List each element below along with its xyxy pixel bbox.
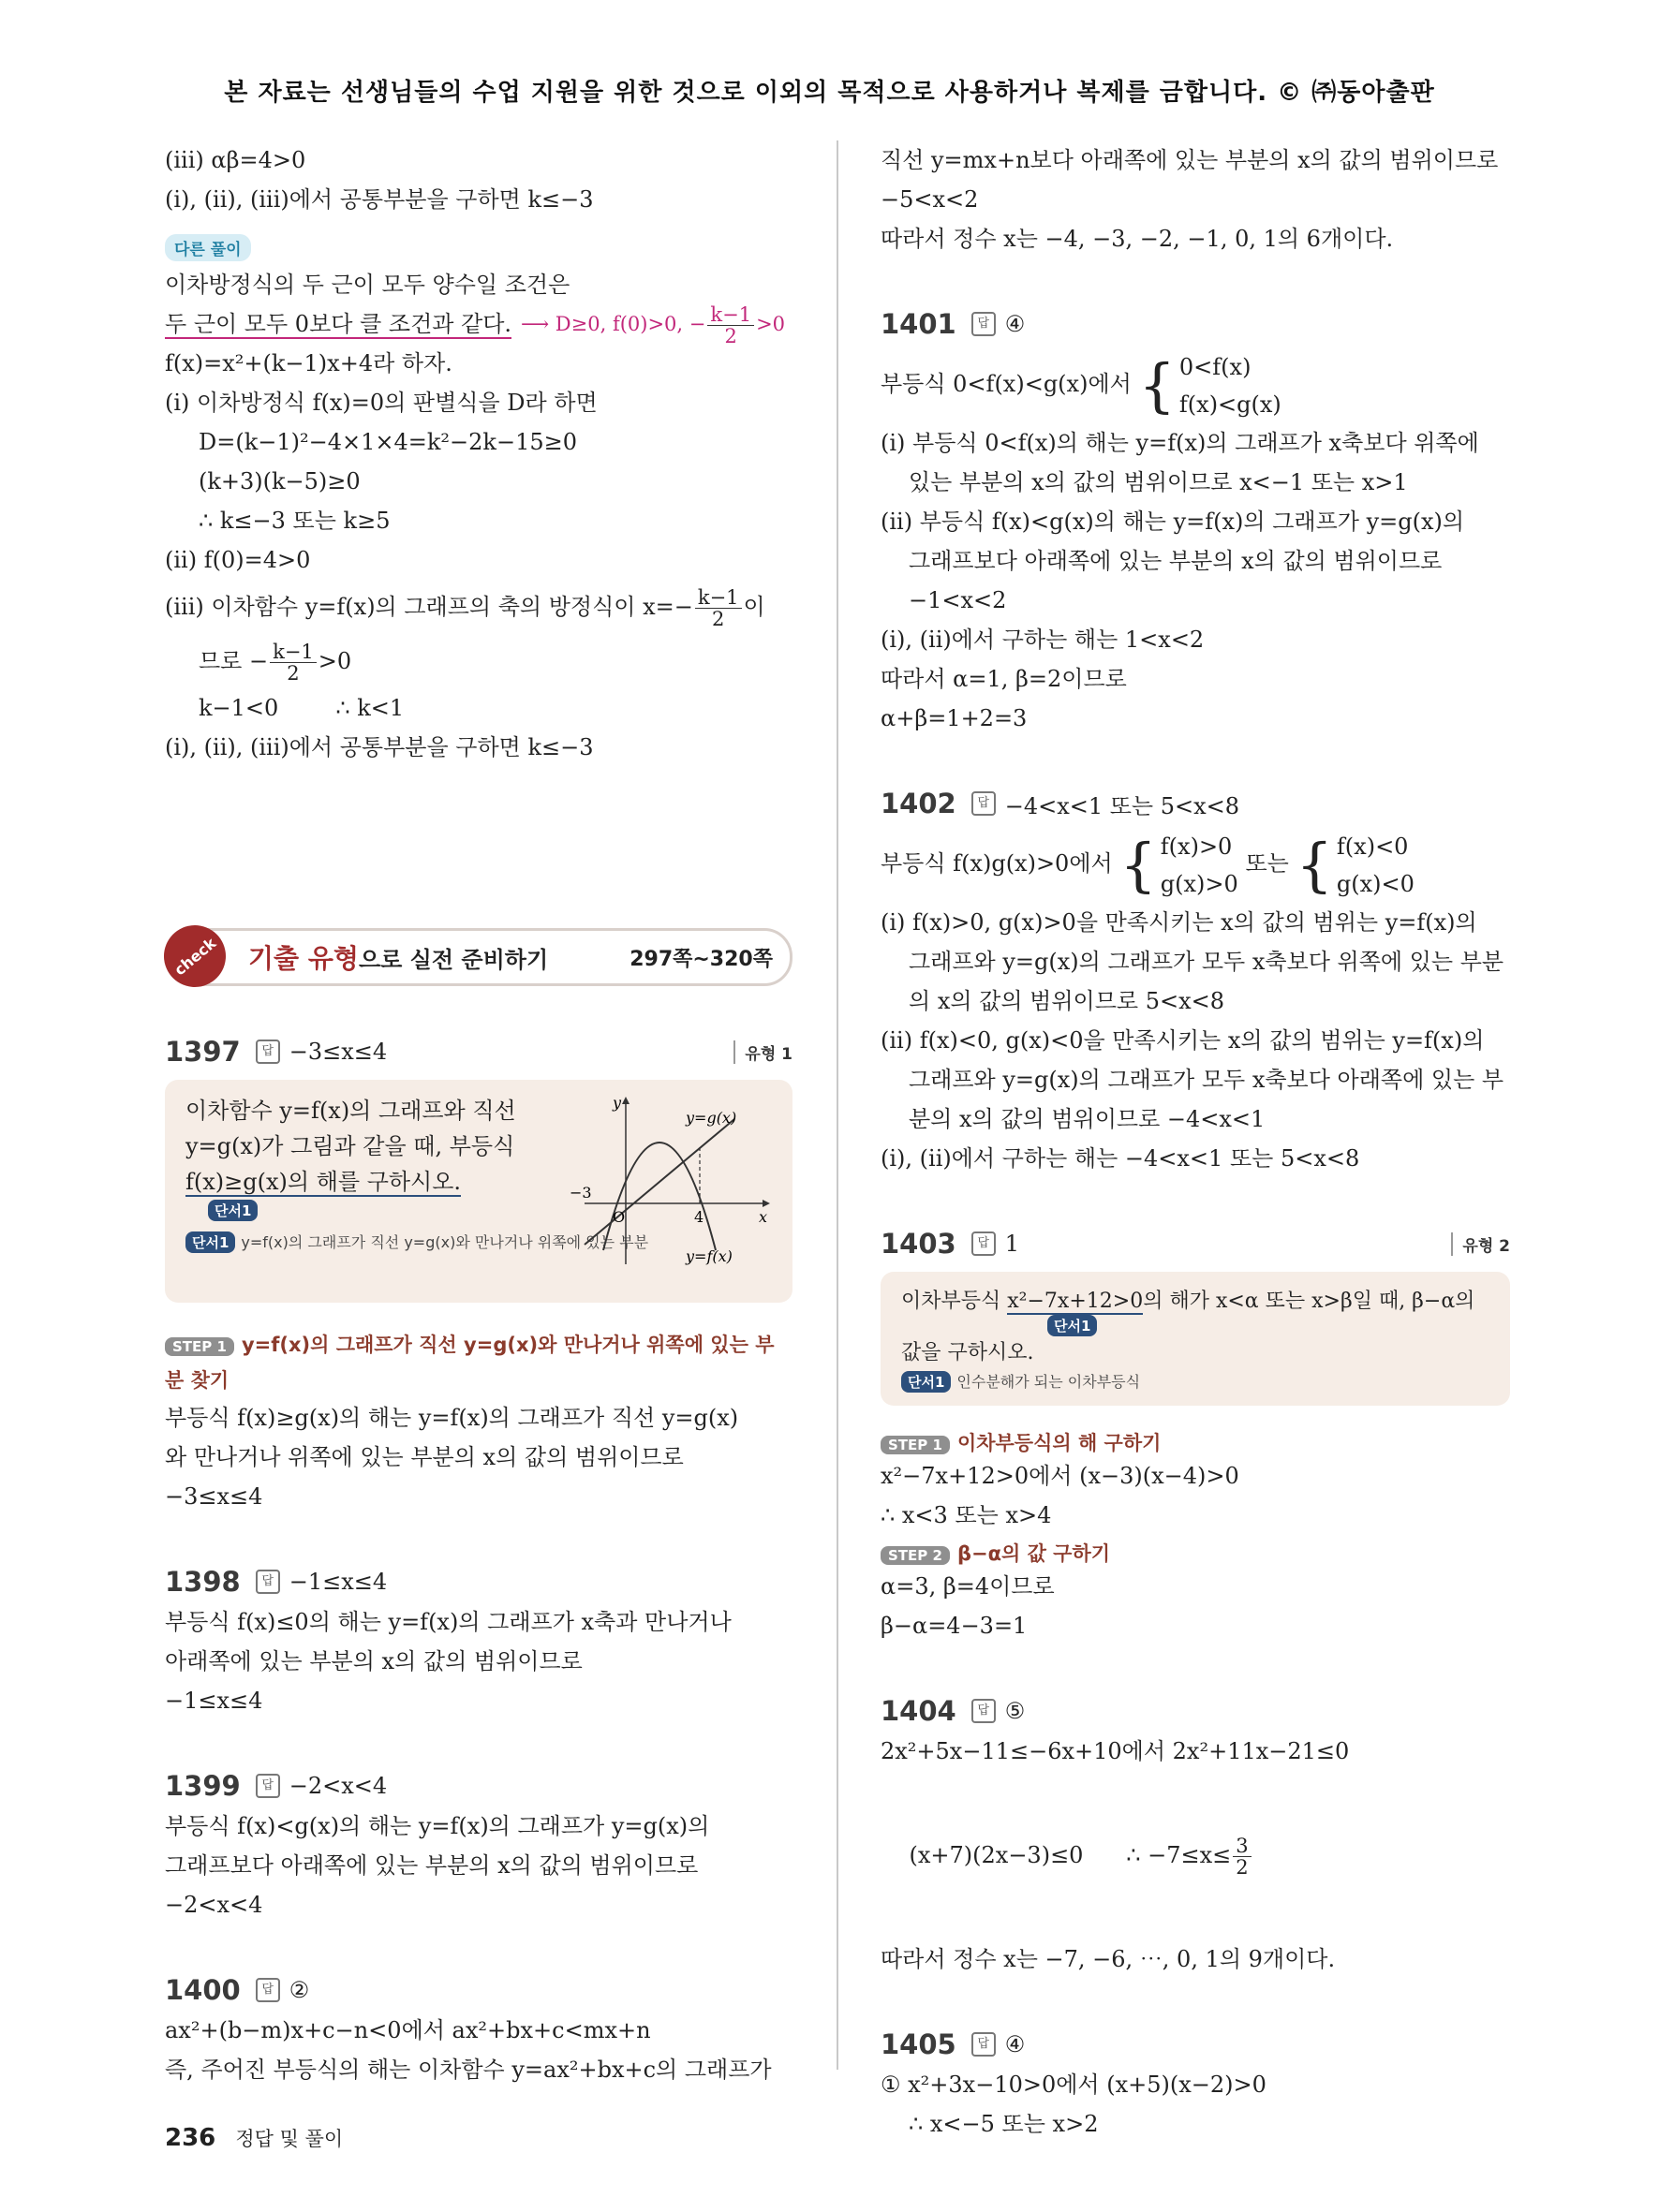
text-line: y=g(x)가 그림과 같을 때, 부등식 (185, 1133, 515, 1159)
text-line: 의 x의 값의 범위이므로 5<x<8 (909, 988, 1224, 1014)
problem-header (165, 1765, 792, 1806)
y-axis-arrow-icon (622, 1097, 630, 1104)
right-column (881, 140, 1510, 2144)
footer-title: 정답 및 풀이 (235, 2128, 344, 2150)
page-number: 236 (165, 2124, 216, 2152)
text-line: 있는 부분의 x의 값의 범위이므로 x<−1 또는 x>1 (909, 469, 1408, 495)
type-label: 유형 1 (733, 1040, 792, 1064)
text-line: ∴ x<−5 또는 x>2 (909, 2111, 1099, 2137)
step-badge: STEP 1 (165, 1337, 234, 1356)
step-badge: STEP 2 (881, 1546, 950, 1565)
text-line: 그래프와 y=g(x)의 그래프가 모두 x축보다 위쪽에 있는 부분 (909, 949, 1504, 975)
text-line: 즉, 주어진 부등식의 해는 이차함수 y=ax²+bx+c의 그래프가 (165, 2057, 772, 2083)
answer-mark-icon: 답 (256, 1774, 280, 1798)
hint-text: 인수분해가 되는 이차부등식 (956, 1373, 1141, 1391)
text-line: (ii) f(0)=4>0 (165, 547, 311, 573)
answer-mark-icon: 답 (971, 791, 996, 816)
text-line: (i), (ii), (iii)에서 공통부분을 구하면 k≤−3 (165, 734, 594, 760)
fraction: $\frac{k-1}{2}$ (270, 641, 317, 684)
text-line: −5<x<2 (881, 186, 979, 213)
text-line: 값을 구하시오. (901, 1341, 1034, 1364)
hint-text: y=f(x)의 그래프가 직선 y=g(x)와 만나거나 위쪽에 있는 부분 (241, 1233, 649, 1251)
text-line: x²−7x+12>0에서 (x−3)(x−4)>0 (881, 1463, 1239, 1489)
section-banner (165, 928, 792, 986)
text-line: 부등식 f(x)<g(x)의 해는 y=f(x)의 그래프가 y=g(x)의 (165, 1813, 710, 1839)
problem-number: 1397 (165, 1036, 241, 1068)
text-line: ∴ x<3 또는 x>4 (881, 1502, 1052, 1528)
text-line: ax²+(b−m)x+c−n<0에서 ax²+bx+c<mx+n (165, 2017, 651, 2043)
text-line: (i) f(x)>0, g(x)>0을 만족시키는 x의 값의 범위는 y=f(x)의 (881, 909, 1477, 936)
step-title: y=f(x)의 그래프가 직선 y=g(x)와 만나거나 위쪽에 있는 부분 찾기 (165, 1334, 775, 1392)
x-axis-label: x (759, 1208, 768, 1226)
text-line: D=(k−1)²−4×1×4=k²−2k−15≥0 (199, 429, 577, 455)
type-label: 유형 2 (1451, 1232, 1510, 1256)
text-line: (ii) 부등식 f(x)<g(x)의 해는 y=f(x)의 그래프가 y=g(x)의 (881, 509, 1465, 535)
text-line: (i) 이차방정식 f(x)=0의 판별식을 D라 하면 (165, 390, 598, 416)
problem-header (881, 303, 1510, 345)
hint-badge: 단서1 (1047, 1315, 1097, 1336)
text-line: −3≤x≤4 (165, 1483, 263, 1510)
problem-number: 1402 (881, 788, 956, 819)
tick-label: 4 (694, 1208, 704, 1226)
problem-box (165, 1080, 792, 1303)
brace-system: { f(x)<0 g(x)<0 (1296, 830, 1415, 899)
answer: ④ (1004, 2031, 1026, 2057)
problem-header (881, 2024, 1510, 2065)
text-line: ① x²+3x−10>0에서 (x+5)(x−2)>0 (881, 2072, 1266, 2098)
hint-badge: 단서1 (208, 1200, 258, 1221)
left-column (165, 140, 792, 2089)
problem-header (165, 1561, 792, 1602)
series-label: y=f(x) (686, 1247, 733, 1265)
text-line: ∴ k≤−3 또는 k≥5 (199, 508, 391, 534)
x-axis-arrow-icon (763, 1200, 770, 1207)
alt-solution-tag: 다른 풀이 (165, 234, 251, 261)
text-line: 따라서 정수 x는 −4, −3, −2, −1, 0, 1의 6개이다. (881, 226, 1394, 252)
text-line: 부등식 0<f(x)<g(x)에서 { 0<f(x) f(x)<g(x) (881, 345, 1510, 423)
line-g (585, 1119, 734, 1245)
problem-number: 1398 (165, 1566, 241, 1598)
parabola-f (603, 1143, 716, 1250)
text-line: f(x)≥g(x)의 해를 구하시오. (185, 1169, 462, 1195)
text-line: k−1<0 ∴ k<1 (199, 695, 405, 721)
text-line: 분의 x의 값의 범위이므로 −4<x<1 (909, 1106, 1266, 1132)
text-line: 아래쪽에 있는 부분의 x의 값의 범위이므로 (165, 1648, 583, 1674)
problem-header (881, 1223, 1510, 1264)
answer: −3≤x≤4 (289, 1039, 388, 1065)
text-line: f(x)=x²+(k−1)x+4라 하자. (165, 350, 452, 376)
answer-mark-icon: 답 (256, 1570, 280, 1594)
tick-label: −3 (570, 1184, 592, 1202)
text-line: 므로 − $\frac{k-1}{2}$ >0 (199, 640, 352, 685)
problem-number: 1400 (165, 1974, 241, 2006)
y-axis-label: y (613, 1094, 622, 1112)
text-line: (iii) 이차함수 y=f(x)의 그래프의 축의 방정식이 x=− $\frac{k-1}{2}$ 이 (165, 585, 765, 630)
text-line: −1<x<2 (909, 587, 1007, 613)
origin-label: O (613, 1208, 626, 1226)
text-line: 이차함수 y=f(x)의 그래프와 직선 (185, 1098, 516, 1124)
underlined-condition: 두 근이 모두 0보다 클 조건과 같다. (165, 311, 512, 337)
text-line: (i), (ii)에서 구하는 해는 −4<x<1 또는 5<x<8 (881, 1145, 1360, 1172)
text-line: 부등식 f(x)g(x)>0에서 { f(x)>0 g(x)>0 또는 { f(x)<0 g(x)<0 (881, 824, 1510, 903)
text-line: 그래프보다 아래쪽에 있는 부분의 x의 값의 범위이므로 (909, 548, 1443, 574)
fraction: $\frac{k-1}{2}$ (707, 304, 754, 347)
answer: −1≤x≤4 (289, 1569, 388, 1595)
series-label: y=g(x) (686, 1109, 737, 1127)
hint-badge: 단서1 (185, 1231, 235, 1253)
section-title: 기출 유형으로 실전 준비하기 (248, 943, 549, 974)
step-badge: STEP 1 (881, 1436, 950, 1454)
text-line: 따라서 α=1, β=2이므로 (881, 666, 1127, 692)
problem-number: 1403 (881, 1228, 956, 1260)
text-line: 부등식 f(x)≥g(x)의 해는 y=f(x)의 그래프가 직선 y=g(x) (165, 1405, 739, 1431)
answer-mark-icon: 답 (971, 312, 996, 336)
problem-number: 1405 (881, 2028, 956, 2060)
problem-number: 1401 (881, 308, 956, 340)
answer-mark-icon: 답 (256, 1978, 280, 2002)
answer: ④ (1004, 311, 1026, 337)
text-line: −1≤x≤4 (165, 1688, 263, 1714)
problem-header (881, 1690, 1510, 1732)
answer: ② (289, 1977, 310, 2003)
problem-number: 1404 (881, 1695, 956, 1727)
check-badge: check (152, 913, 239, 1000)
text-line: 직선 y=mx+n보다 아래쪽에 있는 부분의 x의 값의 범위이므로 (881, 147, 1499, 173)
answer: ⑤ (1004, 1698, 1026, 1724)
fraction: $\frac{k-1}{2}$ (695, 587, 742, 629)
answer-mark-icon: 답 (971, 1231, 996, 1256)
brace-system: { f(x)>0 g(x)>0 (1119, 830, 1238, 899)
text-line: α+β=1+2=3 (881, 705, 1028, 731)
brace-system: { 0<f(x) f(x)<g(x) (1138, 350, 1281, 420)
answer-mark-icon: 답 (971, 2032, 996, 2057)
column-divider (837, 140, 838, 2070)
answer-mark-icon: 답 (971, 1699, 996, 1723)
page-footer (165, 2124, 343, 2152)
hint-badge: 단서1 (901, 1371, 951, 1393)
text-line: (i), (ii), (iii)에서 공통부분을 구하면 k≤−3 (165, 186, 594, 213)
text-line: −2<x<4 (165, 1892, 263, 1918)
problem-header (165, 1969, 792, 2011)
text-line: (iii) αβ=4>0 (165, 147, 306, 173)
condition-note: ⟶ D≥0, f(0)>0, − $\frac{k-1}{2}$ >0 (521, 303, 786, 348)
text-line (165, 303, 792, 348)
problem-box (881, 1272, 1510, 1406)
text-line: (i), (ii)에서 구하는 해는 1<x<2 (881, 627, 1205, 653)
answer: −2<x<4 (289, 1773, 388, 1799)
text-line: 이차부등식 x²−7x+12>0의 해가 x<α 또는 x>β일 때, β−α의 (901, 1290, 1475, 1313)
copyright-banner: 본 자료는 선생님들의 수업 지원을 위한 것으로 이외의 목적으로 사용하거나 복제를 금합니다. © ㈜동아출판 (224, 79, 1435, 107)
text-line: α=3, β=4이므로 (881, 1573, 1055, 1600)
text-line: 그래프와 y=g(x)의 그래프가 모두 x축보다 아래쪽에 있는 부 (909, 1067, 1504, 1093)
text-line: 2x²+5x−11≤−6x+10에서 2x²+11x−21≤0 (881, 1738, 1350, 1764)
step-title: 이차부등식의 해 구하기 (956, 1432, 1162, 1454)
text-line: (k+3)(k−5)≥0 (199, 468, 361, 494)
text-line: (x+7)(2x−3)≤0 ∴ −7≤x≤ $\frac{3}{2}$ (881, 1771, 1510, 1939)
text-line: 와 만나거나 위쪽에 있는 부분의 x의 값의 범위이므로 (165, 1444, 684, 1470)
text-line: 따라서 정수 x는 −7, −6, ⋯, 0, 1의 9개이다. (881, 1946, 1336, 1972)
arrow-icon: ⟶ (521, 313, 550, 336)
fraction: $\frac{3}{2}$ (1233, 1836, 1251, 1878)
text-line: β−α=4−3=1 (881, 1613, 1028, 1639)
text-line: 이차방정식의 두 근이 모두 양수일 조건은 (165, 272, 570, 298)
step-title: β−α의 값 구하기 (956, 1542, 1111, 1565)
answer-mark-icon: 답 (256, 1040, 280, 1064)
answer: 1 (1004, 1231, 1019, 1257)
graph (566, 1091, 772, 1269)
text-line: 그래프보다 아래쪽에 있는 부분의 x의 값의 범위이므로 (165, 1852, 699, 1879)
text-line: (ii) f(x)<0, g(x)<0을 만족시키는 x의 값의 범위는 y=f(x)의 (881, 1027, 1485, 1054)
text-line: 부등식 f(x)≤0의 해는 y=f(x)의 그래프가 x축과 만나거나 (165, 1609, 732, 1635)
problem-header (881, 783, 1510, 824)
problem-number: 1399 (165, 1770, 241, 1802)
section-pages: 297쪽~320쪽 (630, 947, 773, 971)
problem-header (165, 1031, 792, 1072)
text-line: (i) 부등식 0<f(x)의 해는 y=f(x)의 그래프가 x축보다 위쪽에 (881, 430, 1479, 456)
answer: −4<x<1 또는 5<x<8 (1004, 792, 1240, 819)
